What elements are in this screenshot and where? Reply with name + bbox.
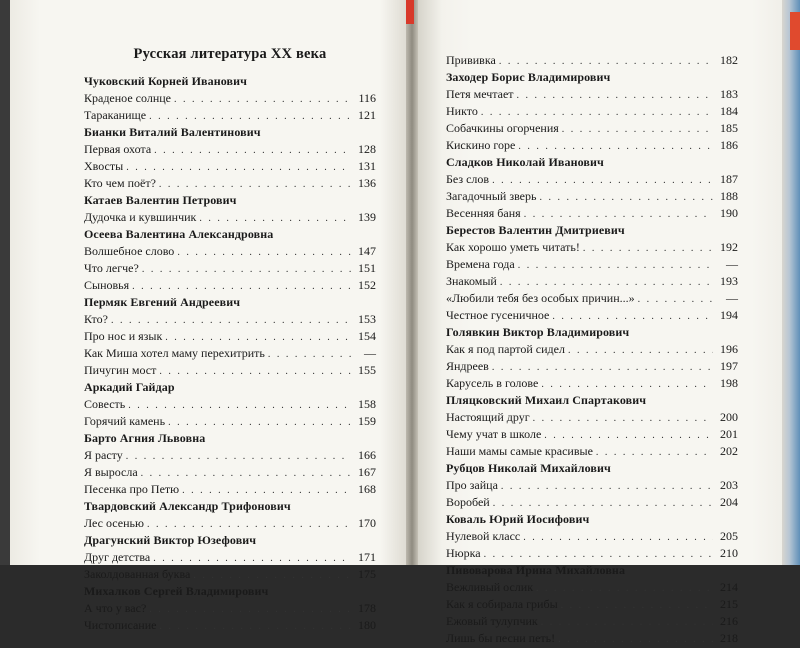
toc-entry	[446, 358, 738, 375]
toc-entry	[446, 205, 738, 222]
toc-entry	[446, 86, 738, 103]
toc-entry	[446, 341, 738, 358]
dot-leader	[536, 580, 713, 597]
toc-entry	[84, 141, 376, 158]
dot-leader	[154, 142, 351, 159]
entry-title: Я выросла	[84, 465, 138, 479]
dot-leader	[126, 159, 351, 176]
author-name: Чуковский Корней Иванович	[84, 74, 247, 88]
entry-title: Тараканище	[84, 108, 147, 122]
entry-title: Нюрка	[446, 546, 481, 560]
page-number: 183	[720, 87, 738, 101]
page-number: 193	[720, 274, 738, 288]
dot-leader	[492, 172, 713, 189]
entry-title: Сыновья	[84, 278, 130, 292]
page-number: 152	[358, 278, 376, 292]
page-number: 131	[358, 159, 376, 173]
left-toc-list	[84, 73, 376, 634]
page-number: 170	[358, 516, 376, 530]
toc-entry	[446, 52, 738, 69]
entry-title: Собачкины огорчения	[446, 121, 559, 135]
page-number: 116	[358, 91, 376, 105]
entry-title: Горячий камень	[84, 414, 166, 428]
toc-entry	[446, 528, 738, 545]
entry-title: Пичугин мост	[84, 363, 157, 377]
toc-entry	[446, 477, 738, 494]
page-number: 185	[720, 121, 738, 135]
page-number: 197	[720, 359, 738, 373]
page-number: 153	[358, 312, 376, 326]
page-number: 201	[720, 427, 738, 441]
entry-title: Воробей	[446, 495, 490, 509]
entry-title: Как Миша хотел маму перехитрить	[84, 346, 265, 360]
toc-entry	[446, 188, 738, 205]
dot-leader	[149, 108, 351, 125]
page-number: 151	[358, 261, 376, 275]
page-number: 218	[720, 631, 738, 645]
toc-entry	[446, 103, 738, 120]
page-number: 192	[720, 240, 738, 254]
toc-entry	[446, 273, 738, 290]
toc-entry	[446, 494, 738, 511]
dot-leader	[523, 529, 713, 546]
entry-title: Про зайца	[446, 478, 498, 492]
dot-leader	[500, 274, 713, 291]
entry-title: Что легче?	[84, 261, 139, 275]
author-name: Сладков Николай Иванович	[446, 155, 604, 169]
toc-entry	[84, 481, 376, 498]
dot-leader	[561, 597, 713, 614]
entry-title: Чему учат в школе	[446, 427, 542, 441]
author-name: Рубцов Николай Михайлович	[446, 461, 611, 475]
toc-entry	[446, 409, 738, 426]
page-number: 194	[720, 308, 738, 322]
entry-title: Хвосты	[84, 159, 124, 173]
dot-leader	[568, 342, 713, 359]
entry-title: Волшебное слово	[84, 244, 175, 258]
dot-leader	[517, 87, 713, 104]
page-number: 175	[358, 567, 376, 581]
page-number: 154	[358, 329, 376, 343]
dot-leader	[544, 427, 713, 444]
dot-leader	[484, 546, 713, 563]
toc-entry	[84, 515, 376, 532]
dot-leader	[132, 278, 351, 295]
page-number: 128	[358, 142, 376, 156]
page-number: 139	[358, 210, 376, 224]
entry-title: Друг детства	[84, 550, 151, 564]
entry-title: Настоящий друг	[446, 410, 530, 424]
toc-entry	[84, 158, 376, 175]
page-number: 180	[358, 618, 376, 632]
author-name: Пермяк Евгений Андреевич	[84, 295, 241, 309]
entry-title: Лишь бы песни петь!	[446, 631, 556, 645]
dot-leader	[541, 614, 713, 631]
dot-leader	[518, 138, 713, 155]
toc-entry	[446, 137, 738, 154]
toc-entry	[84, 549, 376, 566]
dot-leader	[147, 516, 351, 533]
entry-title: Как я собирала грибы	[446, 597, 558, 611]
dot-leader	[159, 363, 351, 380]
page-number: 147	[358, 244, 376, 258]
author-name: Бианки Виталий Валентинович	[84, 125, 261, 139]
toc-entry	[84, 617, 376, 634]
page-number: —	[726, 291, 738, 305]
entry-title: Совесть	[84, 397, 126, 411]
author-name: Аркадий Гайдар	[84, 380, 175, 394]
page-number: 215	[720, 597, 738, 611]
toc-entry	[84, 464, 376, 481]
page-number: 184	[720, 104, 738, 118]
toc-entry	[446, 545, 738, 562]
toc-entry	[446, 239, 738, 256]
dot-leader	[174, 91, 351, 108]
entry-title: Чистописание	[84, 618, 157, 632]
page-number: 187	[720, 172, 738, 186]
entry-title: Прививка	[446, 53, 496, 67]
page-number: 155	[358, 363, 376, 377]
book-gutter	[406, 0, 418, 565]
dot-leader	[159, 176, 351, 193]
author-name: Твардовский Александр Трифонович	[84, 499, 291, 513]
page-number: 182	[720, 53, 738, 67]
dot-leader	[142, 261, 351, 278]
dot-leader	[165, 329, 351, 346]
entry-title: Кто?	[84, 312, 108, 326]
toc-entry	[446, 375, 738, 392]
toc-entry	[84, 175, 376, 192]
page-number: 171	[358, 550, 376, 564]
right-toc-list	[446, 52, 738, 647]
entry-title: Никто	[446, 104, 478, 118]
left-book-edge	[0, 0, 10, 565]
dot-leader	[583, 240, 713, 257]
dot-leader	[499, 53, 713, 70]
dot-leader	[539, 189, 713, 206]
page-number: 205	[720, 529, 738, 543]
dot-leader	[501, 478, 713, 495]
toc-entry	[446, 171, 738, 188]
toc-entry	[84, 566, 376, 583]
toc-entry	[446, 596, 738, 613]
right-toc-column	[446, 52, 738, 647]
entry-title: Дудочка и кувшинчик	[84, 210, 197, 224]
author-name: Голявкин Виктор Владимирович	[446, 325, 630, 339]
section-heading: Русская литература XX века	[133, 46, 327, 62]
entry-title: Времена года	[446, 257, 515, 271]
entry-title: А что у вас?	[84, 601, 147, 615]
page-number: 186	[720, 138, 738, 152]
toc-entry	[446, 120, 738, 137]
entry-title: Яндреев	[446, 359, 489, 373]
entry-title: Нулевой класс	[446, 529, 521, 543]
page-number: 188	[720, 189, 738, 203]
entry-title: Про нос и язык	[84, 329, 163, 343]
dot-leader	[177, 244, 351, 261]
page-number: 214	[720, 580, 738, 594]
toc-entry	[84, 260, 376, 277]
toc-entry	[446, 630, 738, 647]
entry-title: Как я под партой сидел	[446, 342, 565, 356]
entry-title: Кискино горе	[446, 138, 516, 152]
toc-entry	[84, 345, 376, 362]
entry-title: Краденое солнце	[84, 91, 171, 105]
entry-title: Песенка про Петю	[84, 482, 180, 496]
toc-entry	[84, 600, 376, 617]
dot-leader	[533, 410, 713, 427]
toc-entry	[84, 107, 376, 124]
dot-leader	[493, 495, 713, 512]
page-number: 200	[720, 410, 738, 424]
toc-entry	[84, 311, 376, 328]
entry-title: Без слов	[446, 172, 490, 186]
page-number: 216	[720, 614, 738, 628]
toc-entry	[446, 426, 738, 443]
entry-title: Первая охота	[84, 142, 152, 156]
dot-leader	[481, 104, 713, 121]
dot-leader	[596, 444, 713, 461]
toc-entry	[84, 362, 376, 379]
entry-title: Вежливый ослик	[446, 580, 534, 594]
author-name: Коваль Юрий Иосифович	[446, 512, 590, 526]
left-toc-column	[84, 46, 376, 634]
toc-entry	[446, 256, 738, 273]
dot-leader	[558, 631, 713, 648]
page-number: 158	[358, 397, 376, 411]
toc-entry	[84, 90, 376, 107]
entry-title: «Любили тебя без особых причин...»	[446, 291, 635, 305]
bookmark-ribbon-left	[406, 0, 414, 24]
toc-entry	[84, 328, 376, 345]
entry-title: Знакомый	[446, 274, 497, 288]
author-name: Пляцковский Михаил Спартакович	[446, 393, 647, 407]
dot-leader	[182, 482, 351, 499]
entry-title: Карусель в голове	[446, 376, 539, 390]
dot-leader	[168, 414, 351, 431]
page-number: —	[726, 257, 738, 271]
author-name: Катаев Валентин Петрович	[84, 193, 237, 207]
entry-title: Кто чем поёт?	[84, 176, 156, 190]
author-name: Михалков Сергей Владимирович	[84, 584, 269, 598]
dot-leader	[562, 121, 713, 138]
toc-entry	[84, 413, 376, 430]
dot-leader	[541, 376, 713, 393]
dot-leader	[126, 448, 351, 465]
toc-entry	[446, 290, 738, 307]
page-number: 121	[358, 108, 376, 122]
toc-entry	[84, 447, 376, 464]
dot-leader	[524, 206, 713, 223]
dot-leader	[159, 618, 351, 635]
toc-entry	[84, 277, 376, 294]
dot-leader	[638, 291, 713, 308]
toc-entry	[84, 209, 376, 226]
page-number: 167	[358, 465, 376, 479]
toc-entry	[84, 243, 376, 260]
page-number: 210	[720, 546, 738, 560]
entry-title: Ежовый тулупчик	[446, 614, 538, 628]
entry-title: Загадочный зверь	[446, 189, 537, 203]
dot-leader	[199, 210, 351, 227]
page-number: 198	[720, 376, 738, 390]
page-number: 178	[358, 601, 376, 615]
author-name: Пивоварова Ирина Михайловна	[446, 563, 626, 577]
dot-leader	[153, 550, 351, 567]
page-number: 136	[358, 176, 376, 190]
entry-title: Честное гусеничное	[446, 308, 550, 322]
page-number: 166	[358, 448, 376, 462]
author-name: Барто Агния Львовна	[84, 431, 206, 445]
dot-leader	[193, 567, 351, 584]
toc-entry	[446, 443, 738, 460]
page-number: 203	[720, 478, 738, 492]
entry-title: Заколдованная буква	[84, 567, 191, 581]
toc-entry	[84, 396, 376, 413]
page-number: 196	[720, 342, 738, 356]
toc-entry	[446, 579, 738, 596]
page-number: 202	[720, 444, 738, 458]
dot-leader	[128, 397, 351, 414]
bookmark-ribbon-right	[790, 12, 800, 50]
entry-title: Как хорошо уметь читать!	[446, 240, 580, 254]
page-number: —	[364, 346, 376, 360]
page-number: 204	[720, 495, 738, 509]
author-name: Осеева Валентина Александровна	[84, 227, 274, 241]
dot-leader	[552, 308, 713, 325]
author-name: Берестов Валентин Дмитриевич	[446, 223, 625, 237]
entry-title: Лес осенью	[84, 516, 144, 530]
dot-leader	[492, 359, 713, 376]
dot-leader	[518, 257, 713, 274]
right-book-edge	[782, 0, 800, 565]
page-number: 190	[720, 206, 738, 220]
entry-title: Петя мечтает	[446, 87, 514, 101]
dot-leader	[141, 465, 351, 482]
toc-entry	[446, 307, 738, 324]
author-name: Драгунский Виктор Юзефович	[84, 533, 257, 547]
dot-leader	[268, 346, 351, 363]
page-number: 159	[358, 414, 376, 428]
entry-title: Весенняя баня	[446, 206, 521, 220]
author-name: Заходер Борис Владимирович	[446, 70, 611, 84]
entry-title: Я расту	[84, 448, 123, 462]
page-number: 168	[358, 482, 376, 496]
dot-leader	[149, 601, 351, 618]
dot-leader	[111, 312, 351, 329]
entry-title: Наши мамы самые красивые	[446, 444, 593, 458]
toc-entry	[446, 613, 738, 630]
